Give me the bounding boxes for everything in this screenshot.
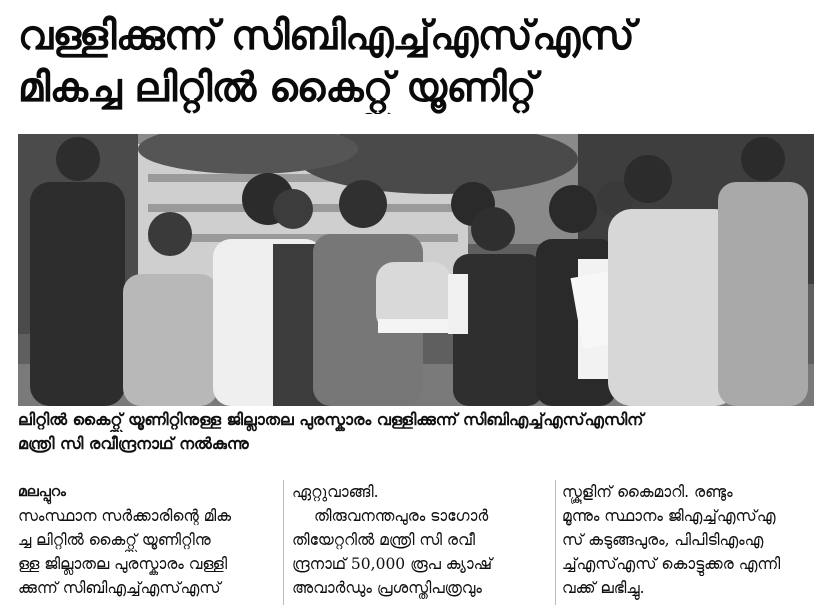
article-line: അവാർഡും പ്രശസ്തിപത്രവും bbox=[292, 579, 482, 597]
article-line: സ് കടുങ്ങപുരം, പിപിടിഎംഎ bbox=[562, 531, 764, 549]
article-line: മൂന്നും സ്ഥാനം ജിഎച്ച്എസ്എ bbox=[562, 507, 776, 525]
headline-line-2: മികച്ച ലിറ്റിൽ കൈറ്റ്സ് യൂണിറ്റ് bbox=[18, 65, 536, 111]
caption-line-1: ലിറ്റിൽ കൈറ്റ്സ് യൂണിറ്റിനുള്ള ജില്ലാതല പുരസ്കാരം വള്ളിക്കുന്ന് സിബിഎച്ച്എസ്എസിന് bbox=[18, 410, 644, 429]
article-column-2 bbox=[292, 480, 550, 610]
article-line: ള്ള ജില്ലാതല പുരസ്കാരം വള്ളി bbox=[18, 555, 228, 573]
headline bbox=[18, 10, 818, 114]
article-line: തിയേറ്ററിൽ മന്ത്രി സി രവീ bbox=[292, 531, 476, 549]
article-column-1 bbox=[18, 480, 276, 610]
article-line: ച്ച ലിറ്റിൽ കൈറ്റ്സ് യൂണിറ്റിനു bbox=[18, 531, 211, 549]
caption-line-2: മന്ത്രി സി രവീന്ദ്രനാഥ് നൽകുന്നു bbox=[18, 434, 249, 453]
article-line: ച്ച്എസ്എസ് കൊട്ടുക്കര എന്നി bbox=[562, 555, 781, 573]
column-divider bbox=[283, 480, 284, 605]
dateline: മലപ്പുറം bbox=[18, 484, 66, 500]
article-line: സ്കൂളിന് കൈമാറി. രണ്ടും bbox=[562, 483, 733, 501]
article-line: സംസ്ഥാന സർക്കാരിന്റെ മിക bbox=[18, 507, 232, 525]
headline-line-1: വള്ളിക്കുന്ന് സിബിഎച്ച്എസ്എസ് bbox=[18, 13, 635, 59]
article-line: ഏറ്റുവാങ്ങി. bbox=[292, 483, 379, 501]
news-photo bbox=[18, 134, 814, 406]
article-line: വക്ക് ലഭിച്ചു. bbox=[562, 579, 645, 597]
column-divider bbox=[555, 480, 556, 605]
article-line: തിരുവനന്തപുരം ടാഗോർ bbox=[314, 507, 489, 525]
photo-caption bbox=[18, 408, 814, 464]
article-column-3 bbox=[562, 480, 818, 610]
article-line: ന്ദ്രനാഥ് 50,000 രൂപ ക്യാഷ് bbox=[292, 555, 493, 573]
article-line: ക്കുന്ന് സിബിഎച്ച്എസ്എസ് bbox=[18, 579, 221, 597]
